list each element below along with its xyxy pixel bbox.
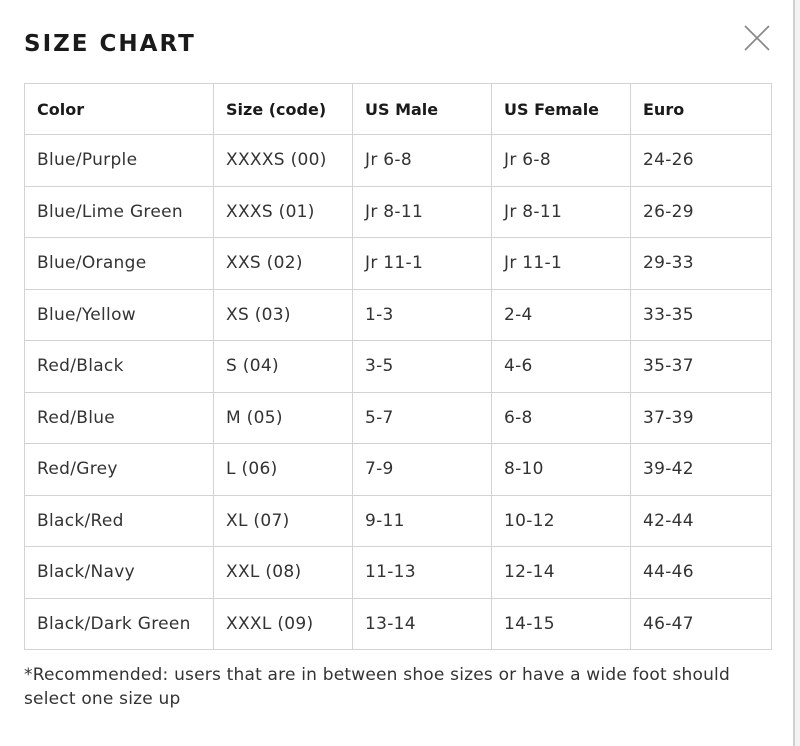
cell-color: Blue/Purple (25, 135, 214, 187)
cell-euro: 46-47 (631, 598, 772, 650)
cell-color: Black/Navy (25, 547, 214, 599)
cell-us-male: 1-3 (353, 289, 492, 341)
cell-size-code: L (06) (214, 444, 353, 496)
size-recommendation-note: *Recommended: users that are in between shoe sizes or have a wide foot should select one size up (24, 665, 730, 709)
cell-euro: 24-26 (631, 135, 772, 187)
table-row (25, 186, 772, 238)
cell-us-female: 2-4 (492, 289, 631, 341)
cell-euro: 33-35 (631, 289, 772, 341)
cell-us-female: 8-10 (492, 444, 631, 496)
table-row (25, 392, 772, 444)
window-edge (794, 0, 800, 746)
cell-us-male: Jr 11-1 (353, 238, 492, 290)
cell-us-male: 7-9 (353, 444, 492, 496)
table-row (25, 135, 772, 187)
cell-euro: 44-46 (631, 547, 772, 599)
cell-us-female: 14-15 (492, 598, 631, 650)
cell-color: Red/Blue (25, 392, 214, 444)
cell-us-male: 13-14 (353, 598, 492, 650)
column-header-euro: Euro (631, 84, 772, 135)
cell-euro: 26-29 (631, 186, 772, 238)
size-table-container (24, 83, 771, 650)
cell-us-male: Jr 6-8 (353, 135, 492, 187)
cell-us-male: 3-5 (353, 341, 492, 393)
size-table (24, 83, 772, 650)
table-row (25, 289, 772, 341)
cell-euro: 37-39 (631, 392, 772, 444)
cell-us-female: 4-6 (492, 341, 631, 393)
cell-size-code: XXL (08) (214, 547, 353, 599)
cell-size-code: XXXL (09) (214, 598, 353, 650)
cell-us-male: Jr 8-11 (353, 186, 492, 238)
table-row (25, 598, 772, 650)
cell-size-code: S (04) (214, 341, 353, 393)
table-header-row (25, 84, 772, 135)
cell-us-female: Jr 8-11 (492, 186, 631, 238)
cell-us-female: 6-8 (492, 392, 631, 444)
table-row (25, 444, 772, 496)
cell-us-female: 10-12 (492, 495, 631, 547)
cell-color: Blue/Yellow (25, 289, 214, 341)
cell-us-male: 5-7 (353, 392, 492, 444)
cell-euro: 29-33 (631, 238, 772, 290)
cell-euro: 35-37 (631, 341, 772, 393)
table-row (25, 495, 772, 547)
cell-size-code: M (05) (214, 392, 353, 444)
table-row (25, 238, 772, 290)
cell-size-code: XS (03) (214, 289, 353, 341)
column-header-us-male: US Male (353, 84, 492, 135)
column-header-color: Color (25, 84, 214, 135)
cell-size-code: XXXXS (00) (214, 135, 353, 187)
cell-color: Black/Red (25, 495, 214, 547)
cell-color: Blue/Lime Green (25, 186, 214, 238)
close-icon (740, 22, 774, 56)
cell-us-female: Jr 11-1 (492, 238, 631, 290)
column-header-us-female: US Female (492, 84, 631, 135)
cell-size-code: XL (07) (214, 495, 353, 547)
cell-size-code: XXS (02) (214, 238, 353, 290)
cell-size-code: XXXS (01) (214, 186, 353, 238)
close-button[interactable] (740, 22, 774, 56)
table-row (25, 547, 772, 599)
cell-us-male: 9-11 (353, 495, 492, 547)
cell-color: Red/Black (25, 341, 214, 393)
table-row (25, 341, 772, 393)
cell-us-male: 11-13 (353, 547, 492, 599)
cell-color: Red/Grey (25, 444, 214, 496)
modal-title: SIZE CHART (24, 31, 196, 57)
cell-euro: 39-42 (631, 444, 772, 496)
cell-color: Blue/Orange (25, 238, 214, 290)
column-header-size-code: Size (code) (214, 84, 353, 135)
cell-color: Black/Dark Green (25, 598, 214, 650)
cell-euro: 42-44 (631, 495, 772, 547)
cell-us-female: Jr 6-8 (492, 135, 631, 187)
cell-us-female: 12-14 (492, 547, 631, 599)
